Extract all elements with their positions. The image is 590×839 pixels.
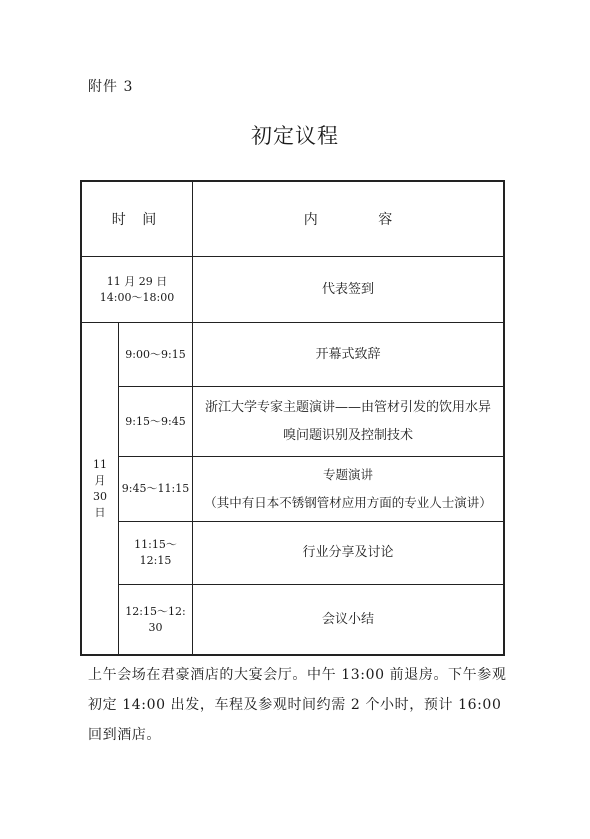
row-content: 会议小结 xyxy=(321,611,374,627)
note-paragraph: 上午会场在君豪酒店的大宴会厅。中午 13:00 前退房。下午参观初定 14:00 出发，车程及参观时间约需 2 个小时，预计 16:00 回到酒店。 xyxy=(88,667,507,743)
row-time xyxy=(82,257,192,322)
time-date: 11 月 29 日 xyxy=(106,274,168,288)
row-content: 开幕式致辞 xyxy=(315,346,381,362)
agenda-table xyxy=(80,180,505,656)
time-range: 14:00～18:00 xyxy=(99,290,175,304)
row-content: 行业分享及讨论 xyxy=(302,545,394,560)
day-label: 11 月 30 日 xyxy=(93,457,107,519)
row-time: 9:45～11:15 xyxy=(121,482,190,495)
row-content: 代表签到 xyxy=(321,281,374,297)
header-content: 内 容 xyxy=(303,212,421,228)
row-time: 12:15～12: 30 xyxy=(125,604,186,634)
row-content: 浙江大学专家主题演讲——由管材引发的饮用水异 嗅问题识别及控制技术 xyxy=(204,399,491,443)
row-time: 9:15～9:45 xyxy=(125,414,186,428)
header-time: 时 间 xyxy=(111,212,163,228)
attachment-label: 附件 3 xyxy=(88,79,134,95)
row-time: 11:15～12:15 xyxy=(134,538,177,567)
row-content: 专题演讲 （其中有日本不锈钢管材应用方面的专业人士演讲） xyxy=(204,467,492,510)
row-time: 9:00～9:15 xyxy=(125,347,186,361)
page-title: 初定议程 xyxy=(251,124,339,148)
